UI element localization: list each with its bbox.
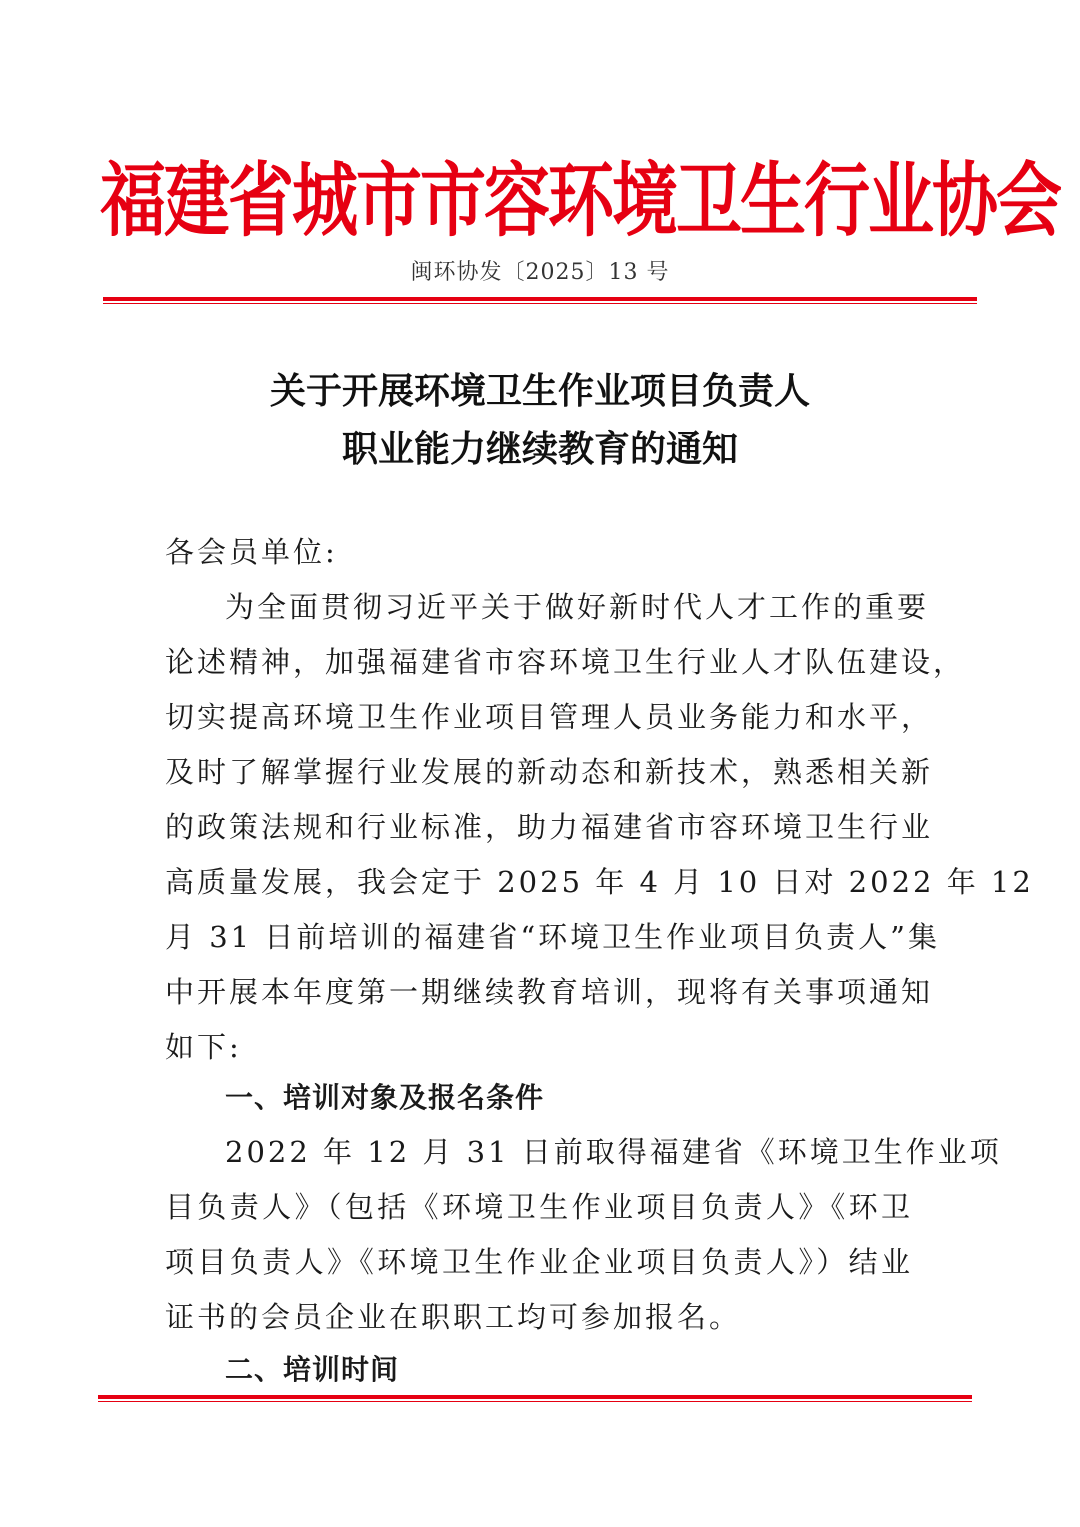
paragraph-line: 月 31 日前培训的福建省“环境卫生作业项目负责人”集 <box>165 920 940 954</box>
salutation: 各会员单位: <box>165 535 338 569</box>
paragraph-line: 的政策法规和行业标准，助力福建省市容环境卫生行业 <box>165 810 934 844</box>
organization-letterhead: 福建省城市市容环境卫生行业协会 <box>100 152 1060 249</box>
paragraph-line: 及时了解掌握行业发展的新动态和新技术，熟悉相关新 <box>165 755 934 789</box>
paragraph-intro <box>165 580 1034 1075</box>
paragraph-eligibility <box>165 1125 1002 1345</box>
paragraph-line: 如下: <box>165 1030 242 1064</box>
title-line-2: 职业能力继续教育的通知 <box>341 428 738 470</box>
document-title <box>100 362 980 478</box>
red-divider-bottom <box>98 1395 972 1402</box>
paragraph-line: 高质量发展，我会定于 2025 年 4 月 10 日对 2022 年 12 <box>165 865 1034 899</box>
paragraph-line: 2022 年 12 月 31 日前取得福建省《环境卫生作业项 <box>225 1135 1002 1169</box>
paragraph-line: 论述精神，加强福建省市容环境卫生行业人才队伍建设， <box>165 645 966 679</box>
paragraph-line: 切实提高环境卫生作业项目管理人员业务能力和水平， <box>165 700 934 734</box>
section-heading-2: 二、培训时间 <box>225 1353 400 1386</box>
paragraph-line: 项目负责人》《环境卫生作业企业项目负责人》）结业 <box>165 1245 913 1279</box>
document-number: 闽环协发〔2025〕13 号 <box>410 260 670 285</box>
paragraph-line: 证书的会员企业在职职工均可参加报名。 <box>165 1300 742 1334</box>
paragraph-line: 中开展本年度第一期继续教育培训，现将有关事项通知 <box>165 975 934 1009</box>
red-divider-top <box>103 297 977 304</box>
paragraph-line: 为全面贯彻习近平关于做好新时代人才工作的重要 <box>225 590 930 624</box>
paragraph-line: 目负责人》（包括《环境卫生作业项目负责人》《环卫 <box>165 1190 913 1224</box>
title-line-1: 关于开展环境卫生作业项目负责人 <box>269 370 810 412</box>
section-heading-1: 一、培训对象及报名条件 <box>225 1081 545 1114</box>
